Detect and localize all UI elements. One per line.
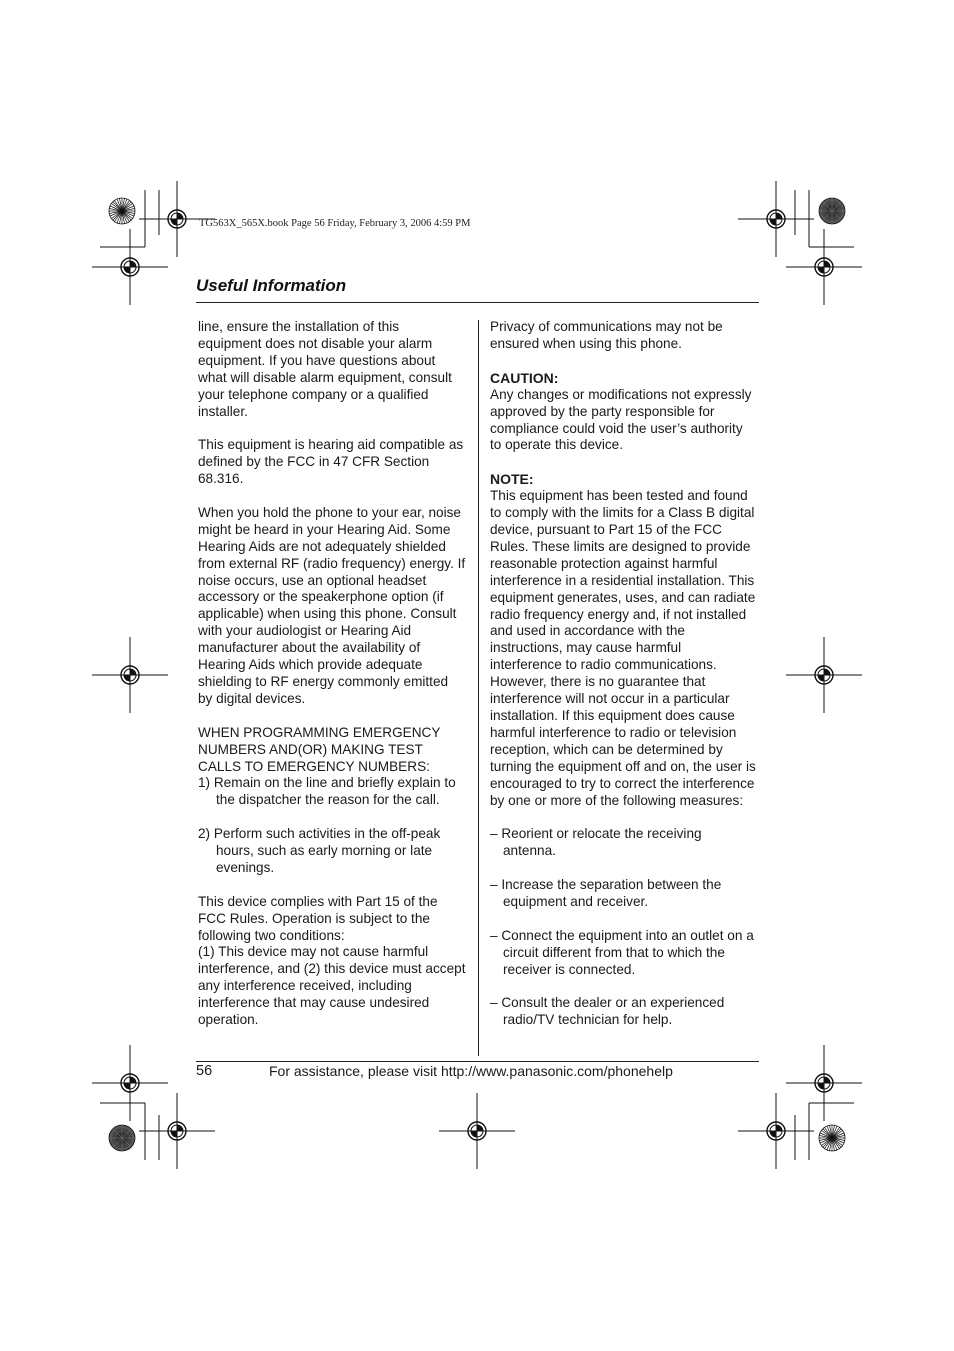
section-title: Useful Information bbox=[196, 276, 347, 295]
hearing-aid-compatibility-paragraph: This equipment is hearing aid compatible as defined by the FCC in 47 CFR Section 68.316. bbox=[198, 437, 464, 487]
grey-target-icon bbox=[108, 1124, 136, 1152]
registration-crosshair-icon bbox=[90, 635, 170, 715]
emergency-list bbox=[198, 775, 466, 876]
registration-crosshair-icon bbox=[437, 1091, 517, 1171]
privacy-paragraph: Privacy of communications may not be ensured when using this phone. bbox=[490, 319, 723, 351]
fcc-conditions-paragraph: (1) This device may not cause harmful interference, and (2) this device must accept any interference received, including interference that may cause undesired operation. bbox=[198, 944, 466, 1028]
starburst-target-icon bbox=[818, 1124, 846, 1152]
file-header: TG563X_565X.book Page 56 Friday, February 3, 2006 4:59 PM bbox=[199, 218, 471, 229]
footer-divider bbox=[196, 1061, 759, 1062]
assistance-line: For assistance, please visit http://www.panasonic.com/phonehelp bbox=[269, 1063, 673, 1079]
caution-text: Any changes or modifications not expressly approved by the party responsible for compliance could void the user’s authority to operate this device. bbox=[490, 386, 752, 453]
list-item: – Reorient or relocate the receiving antenna. bbox=[490, 826, 702, 859]
note-heading: NOTE: bbox=[490, 471, 534, 488]
registration-crosshair-icon bbox=[784, 635, 864, 715]
emergency-intro: WHEN PROGRAMMING EMERGENCY NUMBERS AND(OR) MAKING TEST CALLS TO EMERGENCY NUMBERS: bbox=[198, 724, 441, 774]
title-divider bbox=[196, 302, 759, 303]
measures-list bbox=[490, 826, 756, 1029]
hearing-aid-noise-paragraph: When you hold the phone to your ear, noise might be heard in your Hearing Aid. Some Hearing Aids are not adequately shielded from external RF (radio frequency) energy. If noise occurs, use an optional headset accessory or the speakerphone option (if applicable) when using this phone. Consult with your audiologist or Hearing Aid manufacturer about the availability of Hearing Aids which provide adequate shielding to RF energy commonly emitted by digital devices. bbox=[198, 504, 466, 706]
list-item: 2) Perform such activities in the off-peak hours, such as early morning or late evenings. bbox=[198, 826, 441, 875]
list-item: – Increase the separation between the equipment and receiver. bbox=[490, 877, 722, 909]
left-column bbox=[198, 319, 466, 1029]
alarm-paragraph: line, ensure the installation of this equipment does not disable your alarm equipment. If you have questions about what will disable alarm equipment, consult your telephone company or a qualified installer. bbox=[198, 319, 452, 419]
starburst-target-icon bbox=[108, 197, 136, 225]
registration-crosshair-icon bbox=[784, 227, 864, 307]
list-item: – Consult the dealer or an experienced radio/TV technician for help. bbox=[490, 995, 725, 1028]
page-number: 56 bbox=[196, 1063, 213, 1079]
column-divider bbox=[478, 320, 479, 1056]
registration-crosshair-icon bbox=[137, 1091, 217, 1171]
note-text: This equipment has been tested and found to comply with the limits for a Class B digital device, pursuant to Part 15 of the FCC Rules. These limits are designed to provide reasonable protection against harmful interference in a residential installation. This equipment generates, uses, and can radiate radio frequency energy and, if not installed and used in accordance with the instructions, may cause harmful interference to radio communications. However, there is no guarantee that interference will not occur in a particular installation. If this equipment does cause harmful interference to radio or television reception, which can be determined by turning the equipment off and on, the user is encouraged to try to correct the interference by one or more of the following measures: bbox=[490, 488, 756, 808]
list-item: – Connect the equipment into an outlet on a circuit different from that to which the receiver is connected. bbox=[490, 927, 754, 977]
caution-heading: CAUTION: bbox=[490, 369, 559, 386]
fcc-part15-paragraph: This device complies with Part 15 of the FCC Rules. Operation is subject to the following two conditions: bbox=[198, 893, 438, 943]
registration-crosshair-icon bbox=[736, 1091, 816, 1171]
grey-target-icon bbox=[818, 197, 846, 225]
right-column bbox=[490, 319, 756, 1046]
registration-crosshair-icon bbox=[90, 227, 170, 307]
list-item: 1) Remain on the line and briefly explain to the dispatcher the reason for the call. bbox=[198, 775, 456, 808]
